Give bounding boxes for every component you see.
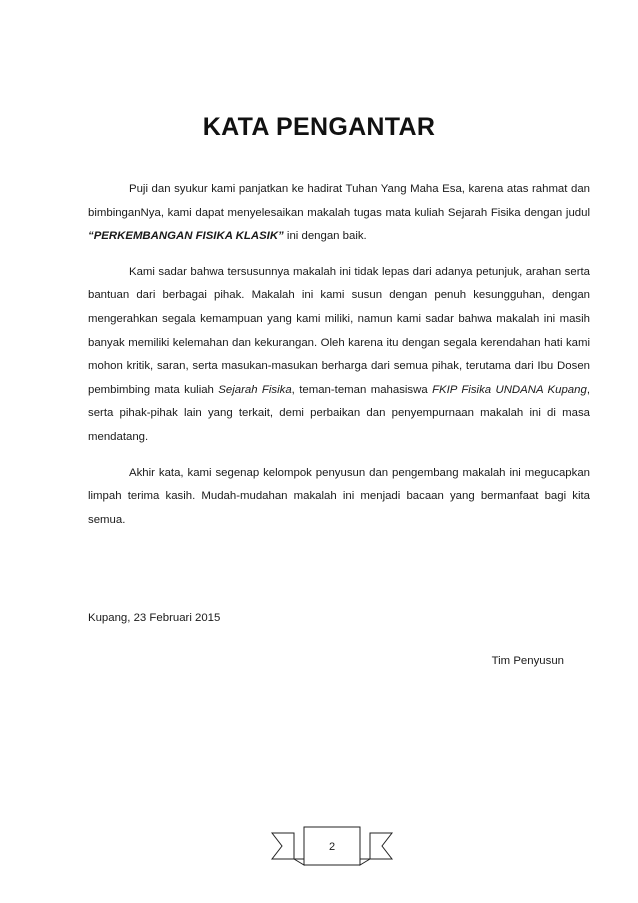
body-text	[88, 178, 590, 544]
signature: Tim Penyusun	[491, 655, 564, 667]
page-title: KATA PENGANTAR	[202, 113, 436, 141]
paragraph-1-text-b: ini dengan baik.	[283, 230, 367, 243]
page-number-ribbon	[270, 823, 394, 867]
place-date: Kupang, 23 Februari 2015	[88, 612, 221, 624]
paragraph-3	[88, 462, 590, 533]
course-name-italic: Sejarah Fisika	[218, 383, 292, 396]
paragraph-2-text-c: , serta pihak-pihak lain yang terkait, demi perbaikan dan penyempurnaan makalah ini di masa mendatang.	[88, 383, 590, 443]
paragraph-3-text-a: Akhir kata, kami segenap kelompok penyusun dan pengembang makalah ini megucapkan limpah terima kasih. Mudah-mudahan makalah ini menjadi bacaan yang bermanfaat bagi kita semua.	[88, 466, 590, 526]
institution-italic: FKIP Fisika UNDANA Kupang	[432, 383, 587, 396]
paragraph-1	[88, 178, 590, 249]
page-number: 2	[328, 841, 336, 853]
paragraph-2	[88, 261, 590, 450]
paragraph-2-text-b: , teman-teman mahasiswa	[291, 383, 433, 396]
paragraph-2-text-a: Kami sadar bahwa tersusunnya makalah ini tidak lepas dari adanya petunjuk, arahan serta bantuan dari berbagai pihak. Makalah ini kami susun dengan penuh kesungguhan, dengan mengerahkan segala kemampuan yang kami miliki, namun kami sadar bahwa makalah ini masih banyak memiliki kelemahan dan kekurangan. Oleh karena itu dengan segala kerendahan hati kami mohon kritik, saran, serta masukan-masukan berharga dari semua pihak, terutama dari Ibu Dosen pembimbing mata kuliah	[88, 265, 590, 396]
paper-title-emphasis: “PERKEMBANGAN FISIKA KLASIK”	[88, 230, 284, 243]
paragraph-1-text-a: Puji dan syukur kami panjatkan ke hadirat Tuhan Yang Maha Esa, karena atas rahmat dan bimbinganNya, kami dapat menyelesaikan makalah tugas mata kuliah Sejarah Fisika dengan judul	[88, 183, 590, 219]
